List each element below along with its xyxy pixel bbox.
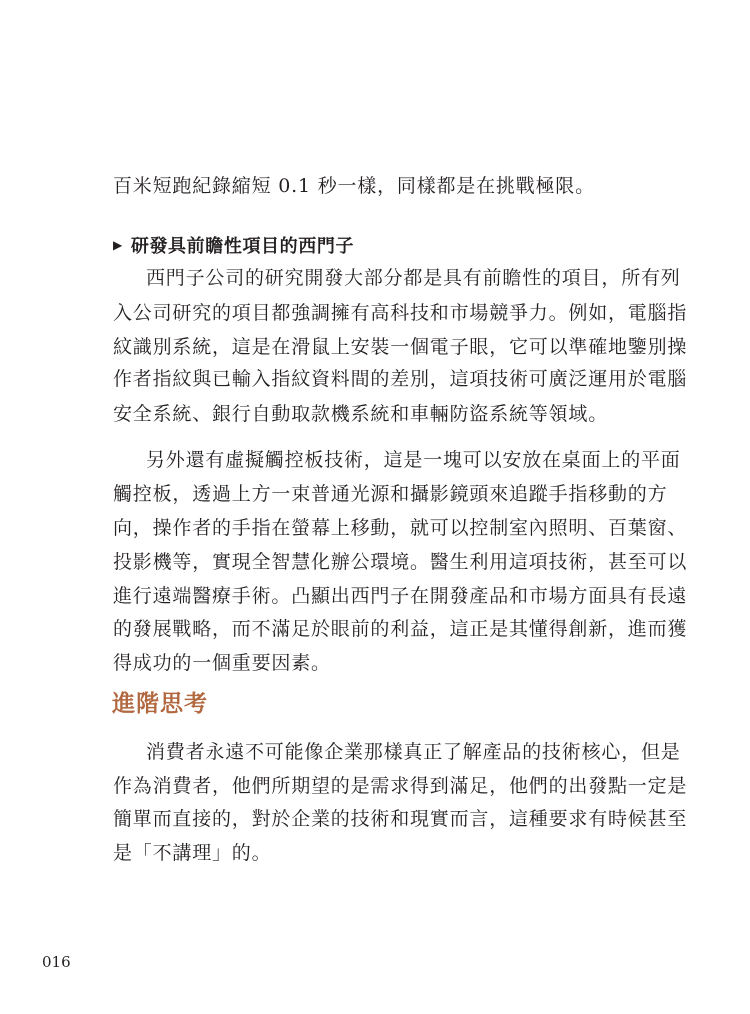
paragraph1-line: 西門子公司的研究開發大部分都是具有前瞻性的項目，所有列 bbox=[146, 267, 681, 289]
top-line: 百米短跑紀錄縮短 0.1 秒一樣，同樣都是在挑戰極限。 bbox=[113, 175, 595, 197]
paragraph2-line: 觸控板，透過上方一束普通光源和攝影鏡頭來追蹤手指移動的方 bbox=[113, 483, 668, 505]
section-title: 研發具前瞻性項目的西門子 bbox=[130, 236, 355, 257]
advanced-paragraph-line: 是「不講理」的。 bbox=[113, 842, 272, 864]
paragraph2-line: 進行遠端醫療手術。凸顯出西門子在開發產品和市場方面具有長遠 bbox=[113, 585, 688, 607]
section-heading bbox=[113, 234, 354, 260]
paragraph1-line: 入公司研究的項目都強調擁有高科技和市場競爭力。例如，電腦指 bbox=[113, 302, 688, 324]
page-number: 016 bbox=[42, 953, 71, 971]
paragraph2-line: 得成功的一個重要因素。 bbox=[113, 652, 331, 674]
paragraph2-line: 的發展戰略，而不滿足於眼前的利益，這正是其懂得創新，進而獲 bbox=[113, 618, 688, 640]
paragraph2-line: 向，操作者的手指在螢幕上移動，就可以控制室內照明、百葉窗、 bbox=[113, 517, 688, 539]
paragraph1-line: 作者指紋與已輸入指紋資料間的差別，這項技術可廣泛運用於電腦 bbox=[113, 368, 688, 390]
advanced-paragraph-line: 消費者永遠不可能像企業那樣真正了解產品的技術核心，但是 bbox=[146, 741, 681, 763]
advanced-paragraph-line: 作為消費者，他們所期望的是需求得到滿足，他們的出發點一定是 bbox=[113, 775, 688, 797]
advanced-thinking-heading: 進階思考 bbox=[112, 691, 208, 717]
paragraph1-line: 安全系統、銀行自動取款機系統和車輛防盜系統等領域。 bbox=[113, 403, 609, 425]
paragraph2-line: 另外還有虛擬觸控板技術，這是一塊可以安放在桌面上的平面 bbox=[146, 449, 681, 471]
paragraph1-line: 紋識別系統，這是在滑鼠上安裝一個電子眼，它可以準確地鑒別操 bbox=[113, 336, 688, 358]
paragraph2-line: 投影機等，實現全智慧化辦公環境。醫生利用這項技術，甚至可以 bbox=[113, 551, 688, 573]
triangle-bullet-icon: ▶ bbox=[113, 238, 123, 252]
advanced-paragraph-line: 簡單而直接的，對於企業的技術和現實而言，這種要求有時候甚至 bbox=[113, 808, 688, 830]
